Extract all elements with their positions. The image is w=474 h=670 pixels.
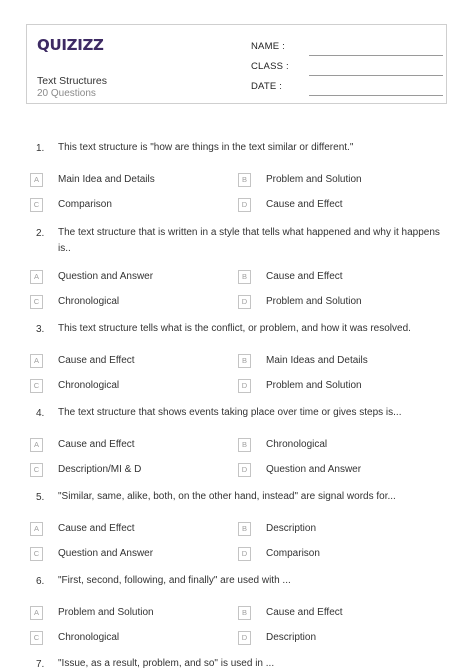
question-text: The text structure that is written in a style that tells what happened and why it happens is.. (58, 227, 440, 254)
question-number: 3. (36, 324, 45, 335)
option-letter-box[interactable]: C (30, 631, 43, 645)
question-text: "Issue, as a result, problem, and so" is used in ... (58, 658, 275, 669)
date-line (309, 95, 443, 96)
option-text: Comparison (266, 548, 320, 559)
answer-option-c[interactable] (30, 379, 230, 393)
answer-option-c[interactable] (30, 631, 230, 645)
answer-option-a[interactable] (30, 354, 230, 368)
option-letter-box[interactable]: D (238, 463, 251, 477)
answer-option-d[interactable] (238, 631, 438, 645)
option-letter-box[interactable]: D (238, 198, 251, 212)
date-label: DATE : (251, 81, 283, 92)
question-number: 6. (36, 576, 45, 587)
name-field[interactable] (251, 41, 441, 55)
answer-option-a[interactable] (30, 606, 230, 620)
option-letter-box[interactable]: B (238, 173, 251, 187)
answer-option-b[interactable] (238, 438, 438, 452)
worksheet-header (26, 24, 447, 104)
worksheet-title: Text Structures (37, 75, 108, 87)
question-number: 7. (36, 659, 45, 670)
option-letter-box[interactable]: C (30, 198, 43, 212)
option-text: Cause and Effect (58, 523, 135, 534)
option-text: Cause and Effect (58, 355, 135, 366)
option-letter-box[interactable]: B (238, 438, 251, 452)
answer-option-c[interactable] (30, 295, 230, 309)
answer-option-b[interactable] (238, 270, 438, 284)
option-letter-box[interactable]: B (238, 354, 251, 368)
option-letter-box[interactable]: C (30, 463, 43, 477)
option-text: Description/MI & D (58, 464, 142, 475)
question-number: 2. (36, 228, 45, 239)
answer-option-a[interactable] (30, 270, 230, 284)
answer-option-a[interactable] (30, 522, 230, 536)
option-text: Problem and Solution (58, 607, 154, 618)
question-number: 5. (36, 492, 45, 503)
option-text: Description (266, 523, 317, 534)
answer-option-a[interactable] (30, 438, 230, 452)
name-label: NAME : (251, 41, 285, 52)
option-text: Question and Answer (58, 548, 154, 559)
answer-option-d[interactable] (238, 198, 438, 212)
option-letter-box[interactable]: A (30, 354, 43, 368)
option-text: Cause and Effect (266, 199, 343, 210)
option-letter-box[interactable]: B (238, 270, 251, 284)
question-text: "Similar, same, alike, both, on the other hand, instead" are signal words for... (58, 491, 396, 502)
answer-option-c[interactable] (30, 547, 230, 561)
answer-option-c[interactable] (30, 198, 230, 212)
option-text: Question and Answer (266, 464, 362, 475)
class-field[interactable] (251, 61, 441, 75)
option-letter-box[interactable]: D (238, 547, 251, 561)
option-letter-box[interactable]: C (30, 379, 43, 393)
answer-option-d[interactable] (238, 463, 438, 477)
option-letter-box[interactable]: B (238, 606, 251, 620)
option-text: Cause and Effect (58, 439, 135, 450)
question-text: This text structure is "how are things in the text similar or different." (58, 142, 354, 153)
option-letter-box[interactable]: B (238, 522, 251, 536)
option-letter-box[interactable]: A (30, 173, 43, 187)
answer-option-d[interactable] (238, 295, 438, 309)
answer-option-a[interactable] (30, 173, 230, 187)
answer-option-d[interactable] (238, 379, 438, 393)
question-number: 1. (36, 143, 45, 154)
option-letter-box[interactable]: C (30, 295, 43, 309)
option-text: Chronological (58, 296, 120, 307)
option-letter-box[interactable]: A (30, 438, 43, 452)
option-text: Cause and Effect (266, 607, 343, 618)
option-text: Description (266, 632, 317, 643)
quizizz-logo: QUIZIZZ (37, 36, 104, 54)
option-text: Problem and Solution (266, 380, 362, 391)
answer-option-b[interactable] (238, 173, 438, 187)
option-text: Chronological (266, 439, 328, 450)
option-text: Question and Answer (58, 271, 154, 282)
option-text: Comparison (58, 199, 112, 210)
option-text: Problem and Solution (266, 174, 362, 185)
option-letter-box[interactable]: D (238, 295, 251, 309)
answer-option-c[interactable] (30, 463, 230, 477)
option-letter-box[interactable]: A (30, 606, 43, 620)
question-text: "First, second, following, and finally" are used with ... (58, 575, 291, 586)
date-field[interactable] (251, 81, 441, 95)
option-text: Chronological (58, 380, 120, 391)
option-letter-box[interactable]: C (30, 547, 43, 561)
question-text: This text structure tells what is the conflict, or problem, and how it was resolved. (58, 323, 411, 334)
answer-option-b[interactable] (238, 522, 438, 536)
answer-option-b[interactable] (238, 606, 438, 620)
class-line (309, 75, 443, 76)
question-text: The text structure that shows events taking place over time or gives steps is... (58, 407, 402, 418)
option-text: Cause and Effect (266, 271, 343, 282)
answer-option-d[interactable] (238, 547, 438, 561)
option-text: Chronological (58, 632, 120, 643)
name-line (309, 55, 443, 56)
option-text: Main Ideas and Details (266, 355, 368, 366)
option-text: Main Idea and Details (58, 174, 155, 185)
option-letter-box[interactable]: A (30, 522, 43, 536)
question-number: 4. (36, 408, 45, 419)
class-label: CLASS : (251, 61, 289, 72)
option-letter-box[interactable]: A (30, 270, 43, 284)
option-letter-box[interactable]: D (238, 379, 251, 393)
question-count: 20 Questions (37, 88, 96, 99)
option-letter-box[interactable]: D (238, 631, 251, 645)
answer-option-b[interactable] (238, 354, 438, 368)
option-text: Problem and Solution (266, 296, 362, 307)
